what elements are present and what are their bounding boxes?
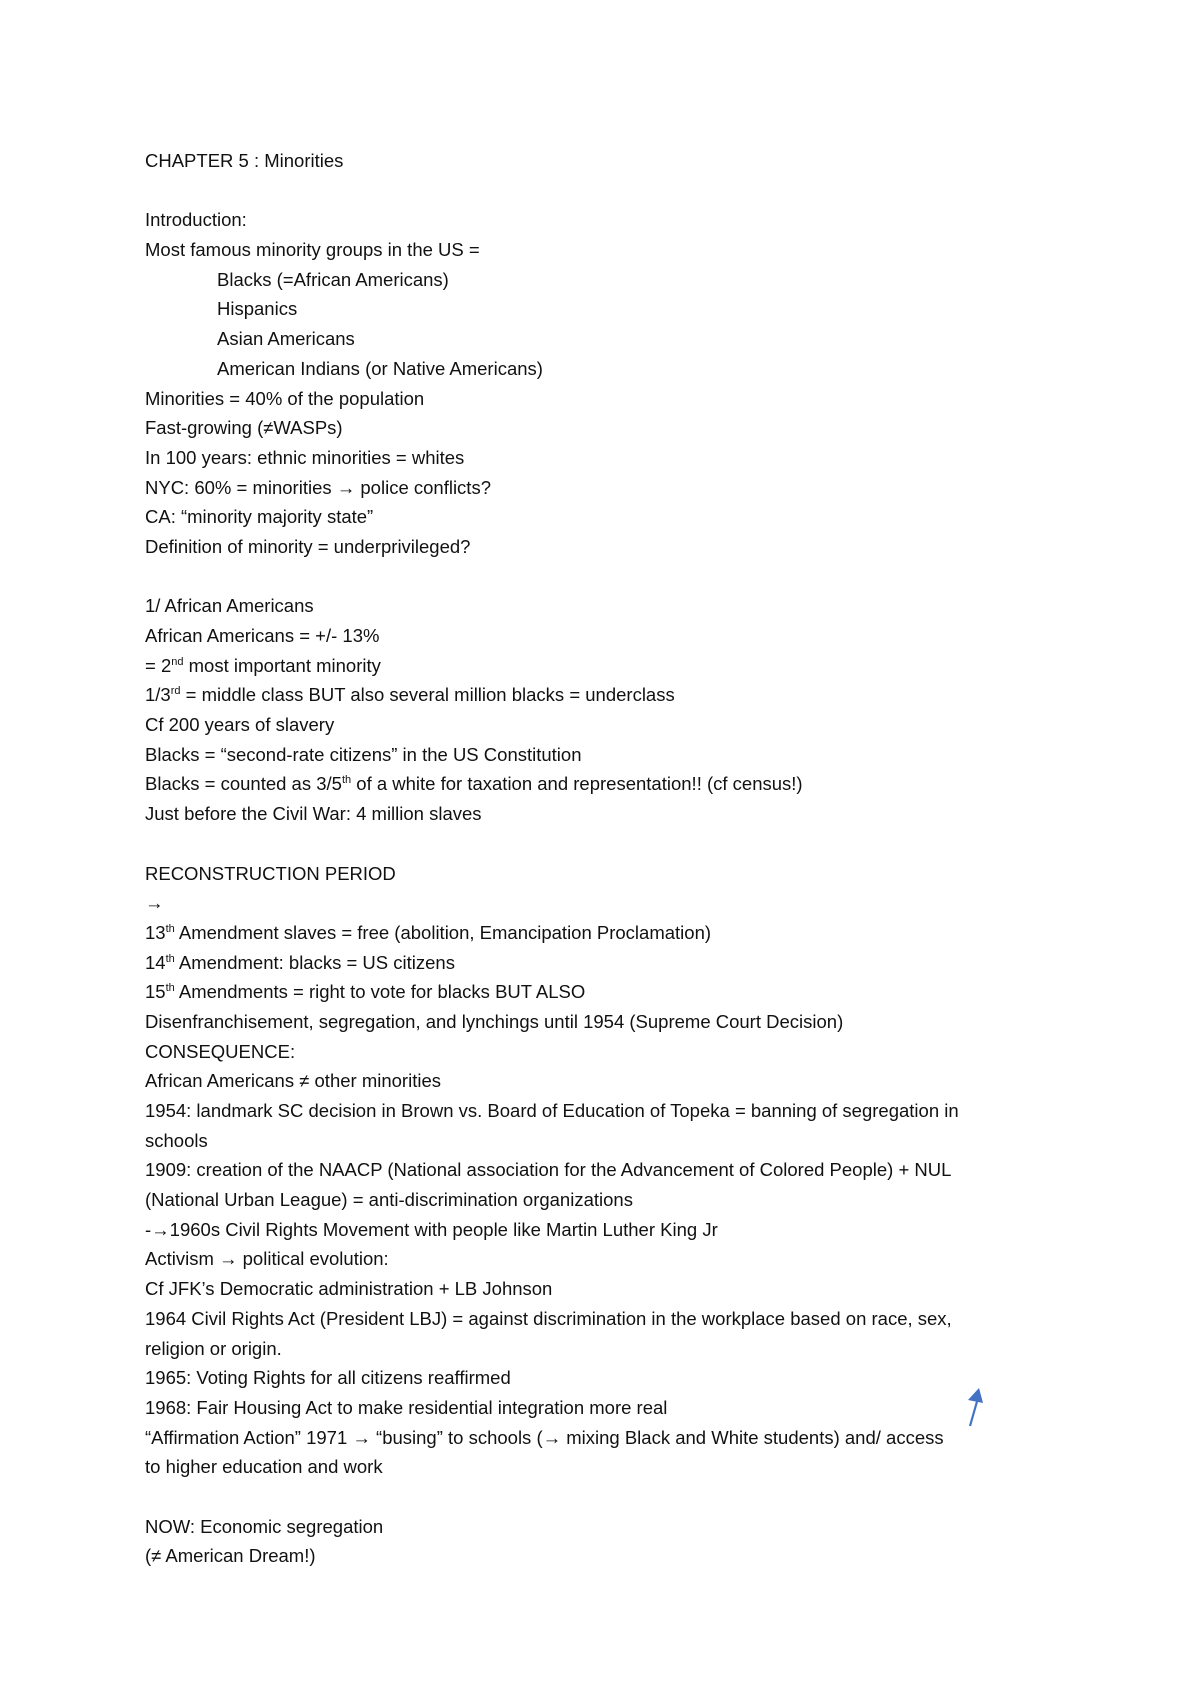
text-line: 1954: landmark SC decision in Brown vs. Board of Education of Topeka = banning of segregation in [145,1100,959,1121]
text-fragment: “busing” to schools ( [370,1426,543,1448]
text-line: Minorities = 40% of the population [145,387,425,409]
arrow-icon: → [542,1426,562,1448]
text-line [145,651,1065,681]
text-line: (National Urban League) = anti-discrimination organizations [145,1189,633,1211]
up-arrow-marker-icon [964,1386,986,1428]
text-fragment: - [145,1218,152,1240]
superscript: th [165,922,175,935]
section-heading: RECONSTRUCTION PERIOD [145,862,396,884]
text-line: schools [145,1129,208,1151]
text-line [145,769,1065,799]
text-fragment: police conflicts? [355,476,491,498]
group-item: Blacks (=African Americans) [217,268,449,290]
spacer [145,1482,1065,1512]
text-fragment: 1960s Civil Rights Movement with people like Martin Luther King Jr [169,1218,718,1240]
text-fragment: Amendment: blacks = US citizens [174,951,455,973]
text-line: 1965: Voting Rights for all citizens reaffirmed [145,1367,511,1389]
text-line: religion or origin. [145,1337,282,1359]
intro-heading: Introduction: [145,209,247,231]
text-line: Fast-growing (≠WASPs) [145,417,343,439]
text-line [145,977,1065,1007]
text-fragment: mixing Black and White students) and/ access [561,1426,944,1448]
text-line: CA: “minority majority state” [145,506,374,528]
text-line [145,1423,1065,1453]
arrow-icon: → [219,1248,238,1270]
text-line [145,918,1065,948]
text-fragment: of a white for taxation and representation!! (cf census!) [351,773,803,795]
text-line: Just before the Civil War: 4 million slaves [145,803,482,825]
superscript: rd [170,685,181,698]
text-fragment: political evolution: [237,1248,389,1270]
text-line: Cf JFK’s Democratic administration + LB Johnson [145,1278,553,1300]
text-fragment: Blacks = counted as 3/5 [145,773,342,795]
document-body [145,146,1065,1571]
arrow-icon: → [352,1426,371,1448]
text-fragment: = 2 [145,654,172,676]
arrow-icon: → [145,892,164,914]
text-fragment: Activism [145,1248,219,1270]
text-line [145,1215,1065,1245]
superscript: nd [171,655,184,668]
text-fragment: 1/3 [145,684,171,706]
marker-arrow-stem [970,1398,978,1426]
arrow-icon: → [336,476,356,498]
text-line [145,680,1065,710]
text-fragment: 14 [145,951,166,973]
text-fragment: = middle class BUT also several million blacks = underclass [180,684,675,706]
group-item: Asian Americans [217,328,355,350]
text-fragment: Amendment slaves = free (abolition, Emancipation Proclamation) [174,921,712,943]
text-line [145,473,1065,503]
text-fragment: Amendments = right to vote for blacks BUT ALSO [174,981,586,1003]
text-fragment: 13 [145,921,166,943]
arrow-icon: → [151,1218,170,1240]
spacer [145,562,1065,592]
text-fragment: “Affirmation Action” 1971 [145,1426,353,1448]
group-item: American Indians (or Native Americans) [217,357,543,379]
text-line: to higher education and work [145,1456,383,1478]
text-line: African Americans ≠ other minorities [145,1070,441,1092]
superscript: th [165,952,175,965]
text-fragment: 15 [145,981,166,1003]
text-line [145,948,1065,978]
text-fragment: most important minority [183,654,381,676]
text-line: CONSEQUENCE: [145,1040,296,1062]
intro-lead: Most famous minority groups in the US = [145,239,480,261]
text-line: NOW: Economic segregation [145,1515,384,1537]
superscript: th [165,982,175,995]
spacer [145,829,1065,859]
chapter-title: CHAPTER 5 : Minorities [145,150,344,171]
text-line: In 100 years: ethnic minorities = whites [145,446,465,468]
text-line: Definition of minority = underprivileged? [145,535,471,557]
text-fragment: NYC: 60% = minorities [145,476,332,498]
text-line: Disenfranchisement, segregation, and lynchings until 1954 (Supreme Court Decision) [145,1010,844,1032]
text-line: (≠ American Dream!) [145,1545,316,1567]
text-line: African Americans = +/- 13% [145,625,380,646]
spacer [145,176,1065,206]
text-line [145,1244,1065,1274]
text-line: 1968: Fair Housing Act to make residential integration more real [145,1396,668,1418]
text-line: 1964 Civil Rights Act (President LBJ) = against discrimination in the workplace based on race, sex, [145,1307,952,1329]
text-line: Cf 200 years of slavery [145,714,335,736]
text-line: 1909: creation of the NAACP (National association for the Advancement of Colored People) + NUL [145,1159,952,1181]
text-line: Blacks = “second-rate citizens” in the US Constitution [145,743,582,765]
section-heading: 1/ African Americans [145,595,314,617]
group-item: Hispanics [217,298,298,320]
marker-arrow-head [968,1388,983,1403]
superscript: th [341,774,352,787]
text-line [145,888,1065,918]
